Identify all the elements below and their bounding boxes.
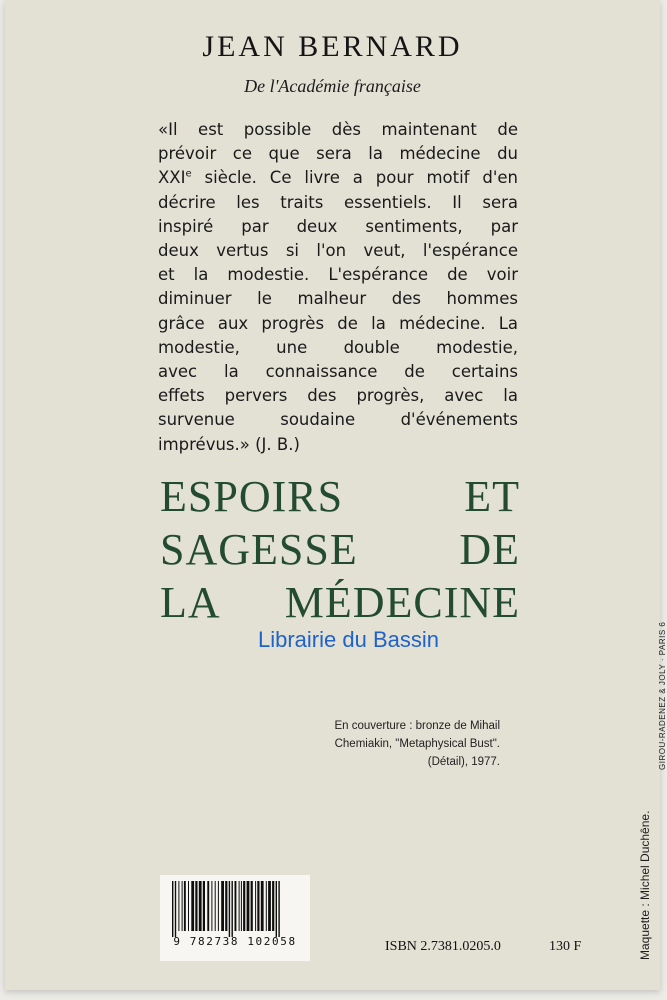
blurb-line: avec la connaissance de certains [158, 362, 518, 382]
barcode-bar [221, 881, 224, 931]
barcode-bar [172, 881, 173, 937]
blurb-line: modestie, une double modestie, [158, 337, 518, 357]
barcode-bar [184, 881, 186, 931]
barcode-bar [188, 881, 189, 931]
barcode-digits: 9 782738 102058 [173, 935, 297, 948]
blurb-line [158, 166, 518, 190]
barcode-bar [272, 881, 274, 931]
title-line: LA MÉDECINE [160, 578, 520, 627]
barcode-bar [232, 881, 233, 937]
blurb-line-text: siècle. Ce livre a pour motif d'en [204, 168, 518, 188]
blurb-line: inspiré par deux sentiments, par [158, 216, 518, 236]
barcode-bar [182, 881, 183, 931]
price: 130 F [549, 939, 582, 954]
author-affiliation: De l'Académie française [244, 76, 421, 96]
barcode-bar [225, 881, 227, 931]
barcode-bar [175, 881, 176, 937]
title-line: SAGESSE DE [160, 525, 520, 574]
barcode-bar [215, 881, 216, 931]
blurb-line: diminuer le malheur des hommes [158, 289, 518, 309]
barcode-bar [191, 881, 194, 931]
caption-line: En couverture : bronze de Mihail [334, 720, 500, 732]
barcode-bar [229, 881, 230, 937]
barcode-bar [243, 881, 245, 931]
title-line: ESPOIRS ET [160, 472, 520, 521]
blurb-line: imprévus.» (J. B.) [158, 434, 300, 454]
blurb-line: deux vertus si l'on veut, l'espérance [158, 241, 518, 261]
barcode-bar [235, 881, 237, 931]
blurb-line: prévoir ce que sera la médecine du [158, 144, 518, 164]
book-back-cover [5, 0, 667, 990]
book-title [160, 470, 520, 629]
barcode-bar [251, 881, 253, 931]
barcode-bar [266, 881, 267, 931]
barcode-bar [241, 881, 242, 931]
barcode-bar [255, 881, 256, 931]
barcode-bar [218, 881, 219, 931]
blurb-line: décrire les traits essentiels. Il sera [158, 192, 518, 212]
barcode-bar [268, 881, 271, 931]
barcode-bar [211, 881, 212, 931]
barcode-bar [207, 881, 209, 931]
barcode-bar [239, 881, 240, 931]
printer-credit: GIROU-RADENEZ & JOLY · PARIS 6 [658, 621, 667, 770]
barcode-bar [257, 881, 259, 931]
blurb-line: «Il est possible dès maintenant de [158, 120, 518, 139]
barcode [160, 875, 310, 961]
barcode-bar [261, 881, 264, 931]
blurb-line: effets pervers des progrès, avec la [158, 386, 518, 406]
barcode-bar [199, 881, 202, 931]
barcode-bar [203, 881, 205, 931]
century-suffix: e [185, 168, 192, 180]
author-name: JEAN BERNARD [202, 30, 463, 63]
blurb-line: grâce aux progrès de la médecine. La [158, 313, 518, 333]
blurb-line: et la modestie. L'espérance de voir [158, 265, 518, 285]
barcode-bar [247, 881, 250, 931]
barcode-bar [278, 881, 279, 937]
blurb-line: survenue soudaine d'événements [158, 410, 518, 430]
barcode-bar [195, 881, 197, 931]
barcode-bar [276, 881, 277, 937]
century: XXI [158, 168, 186, 188]
barcode-bar [178, 881, 179, 931]
barcode-bars [172, 881, 298, 937]
caption-line: Chemiakin, "Metaphysical Bust". [334, 738, 500, 750]
bookseller-stamp: Librairie du Bassin [258, 627, 439, 652]
isbn: ISBN 2.7381.0205.0 [385, 939, 501, 954]
maquette-credit: Maquette : Michel Duchêne. [638, 810, 652, 960]
caption-line: (Détail), 1977. [427, 756, 500, 768]
cover-credit [300, 717, 500, 771]
blurb-quote [158, 118, 518, 457]
